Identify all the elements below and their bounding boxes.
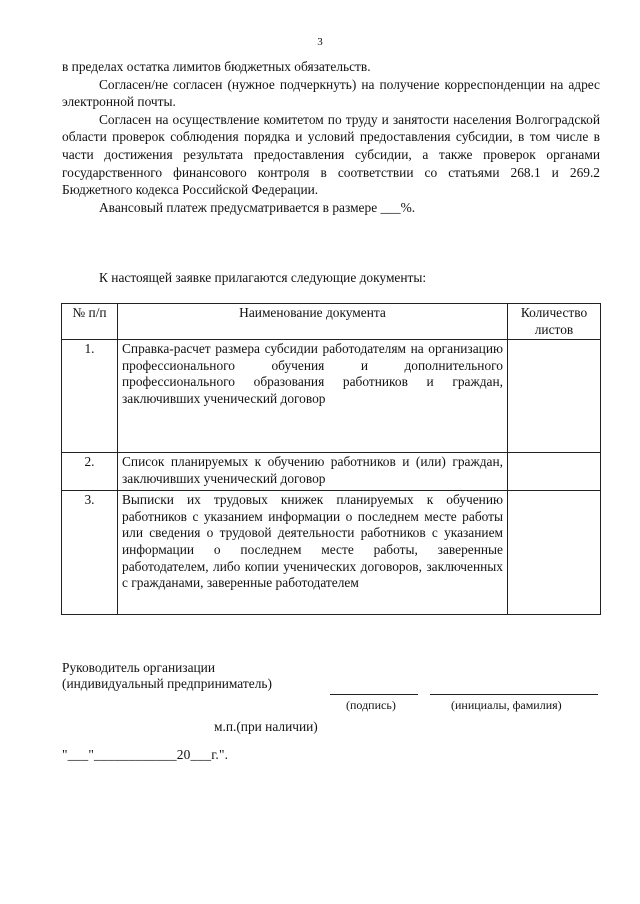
table-row	[62, 340, 601, 453]
date-line: "___"____________20___г.".	[62, 747, 229, 762]
row-number: 2.	[62, 453, 118, 491]
body-text	[62, 58, 600, 216]
signature-block	[62, 660, 272, 692]
table-row	[62, 453, 601, 491]
paragraph-limits: в пределах остатка лимитов бюджетных обязательств.	[62, 59, 371, 74]
header-sheet-count: Количество листов	[508, 304, 601, 340]
paragraph-advance-payment: Авансовый платеж предусматривается в размере ___%.	[99, 199, 416, 215]
row-sheet-count	[508, 453, 601, 491]
row-sheet-count	[508, 340, 601, 453]
header-number: № п/п	[62, 304, 118, 340]
header-document-name: Наименование документа	[118, 304, 508, 340]
table-row	[62, 491, 601, 615]
table-header-row	[62, 304, 601, 340]
row-document-name: Список планируемых к обучению работников и (или) граждан, заключивших ученический договор	[118, 453, 508, 491]
stamp-label: м.п.(при наличии)	[214, 719, 318, 734]
row-document-name: Справка-расчет размера субсидии работодателям на организацию профессионального обучения и дополнительного профессионального образования работников и граждан, заключивших ученический договор	[118, 340, 508, 453]
page-number: 3	[317, 36, 323, 48]
paragraph-inspection-consent: Согласен на осуществление комитетом по труду и занятости населения Волгоградской области проверок соблюдения порядка и условий предоставления субсидии, в том числе в части достижения результата предоставления субсидии, а также проверок органами государственного финансового контроля в соответствии со статьями 268.1 и 269.2 Бюджетного кодекса Российской Федерации.	[62, 111, 600, 198]
signatory-title: Руководитель организации	[62, 660, 216, 675]
name-line	[430, 694, 598, 695]
attachments-intro: К настоящей заявке прилагаются следующие документы:	[99, 270, 427, 285]
signature-caption: (подпись)	[346, 698, 396, 712]
paragraph-email-consent: Согласен/не согласен (нужное подчеркнуть) на получение корреспонденции на адрес электронной почты.	[62, 76, 600, 110]
signatory-subtitle: (индивидуальный предприниматель)	[62, 676, 272, 691]
row-sheet-count	[508, 491, 601, 615]
documents-table	[61, 303, 601, 615]
name-caption: (инициалы, фамилия)	[451, 698, 562, 712]
row-document-name: Выписки их трудовых книжек планируемых к обучению работников с указанием информации о последнем месте работы или сведения о трудовой деятельности работников с указанием информации о последнем месте работы, заверенные работодателем, либо копии ученических договоров, заключенных с гражданами, заверенные работодателем	[118, 491, 508, 615]
signature-line	[330, 694, 418, 695]
row-number: 1.	[62, 340, 118, 453]
row-number: 3.	[62, 491, 118, 615]
